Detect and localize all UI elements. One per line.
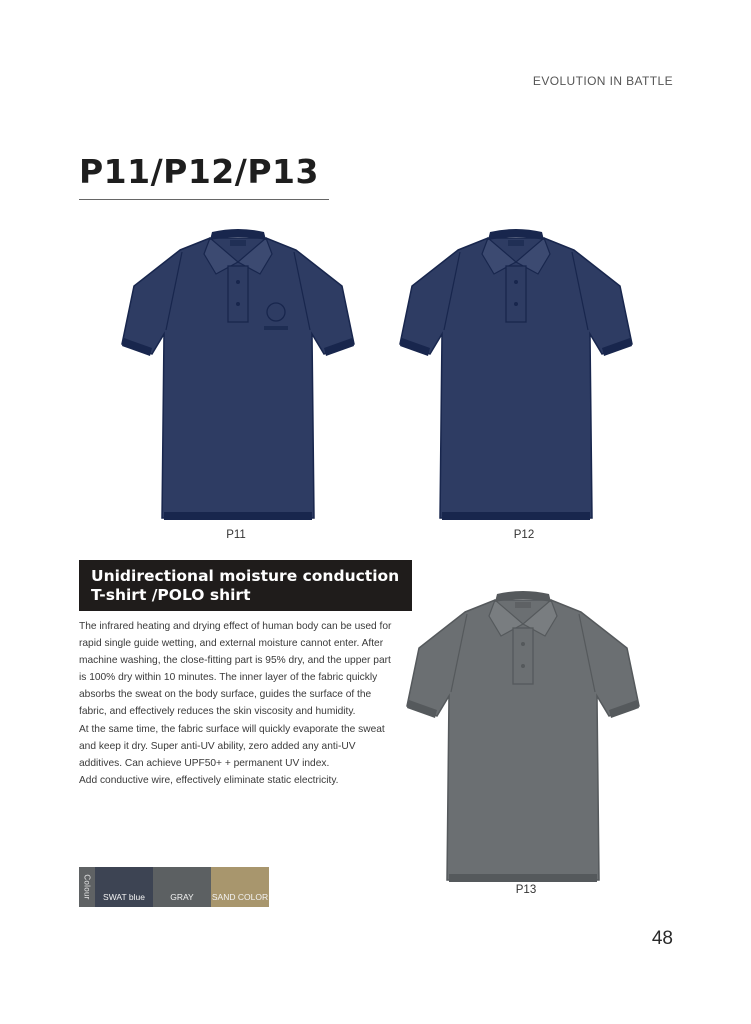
- section-heading-line2: T-shirt /POLO shirt: [91, 586, 251, 604]
- page-title: P11/P12/P13: [79, 152, 319, 191]
- colour-swatch-bar: [79, 867, 269, 907]
- description-text: [79, 618, 399, 789]
- polo-shirt-icon: [405, 588, 641, 886]
- section-heading-line1: Unidirectional moisture conduction: [91, 567, 400, 585]
- product-image-p13: [405, 588, 641, 886]
- product-caption-p12: P12: [513, 529, 535, 541]
- description-paragraph: At the same time, the fabric surface will quickly evaporate the sweat and keep it dry. Super anti-UV ability, zero added any anti-UV additives. Can achieve UPF50+ + permanent UV index.: [79, 723, 385, 769]
- section-heading: [79, 560, 412, 611]
- polo-shirt-icon: [398, 226, 634, 524]
- colour-label-text: Colour: [82, 874, 92, 900]
- swatch-sand-color: [211, 867, 269, 907]
- header-tagline: EVOLUTION IN BATTLE: [532, 74, 673, 88]
- product-caption-p13: P13: [515, 884, 537, 896]
- swatch-label: SAND COLOR: [211, 892, 269, 902]
- product-image-p12: [398, 226, 634, 524]
- swatch-label: GRAY: [170, 892, 194, 902]
- polo-shirt-icon: [120, 226, 356, 524]
- swatch-gray: [153, 867, 211, 907]
- product-image-p11: [120, 226, 356, 524]
- page-number: 48: [651, 928, 673, 949]
- colour-label: [79, 867, 95, 907]
- description-paragraph: The infrared heating and drying effect of human body can be used for rapid single guide wetting, and external moisture cannot enter. After machine washing, the close-fitting part is 95% dry, and the upper part is 100% dry within 10 minutes. The inner layer of the fabric quickly absorbs the sweat on the body surface, guides the surface of the fabric, and effectively reduces the skin viscosity and humidity.: [79, 621, 392, 718]
- title-divider: [79, 199, 329, 200]
- swatch-label: SWAT blue: [103, 892, 145, 902]
- description-paragraph: Add conductive wire, effectively eliminate static electricity.: [79, 774, 339, 786]
- product-caption-p11: P11: [226, 529, 246, 541]
- swatch-swat-blue: [95, 867, 153, 907]
